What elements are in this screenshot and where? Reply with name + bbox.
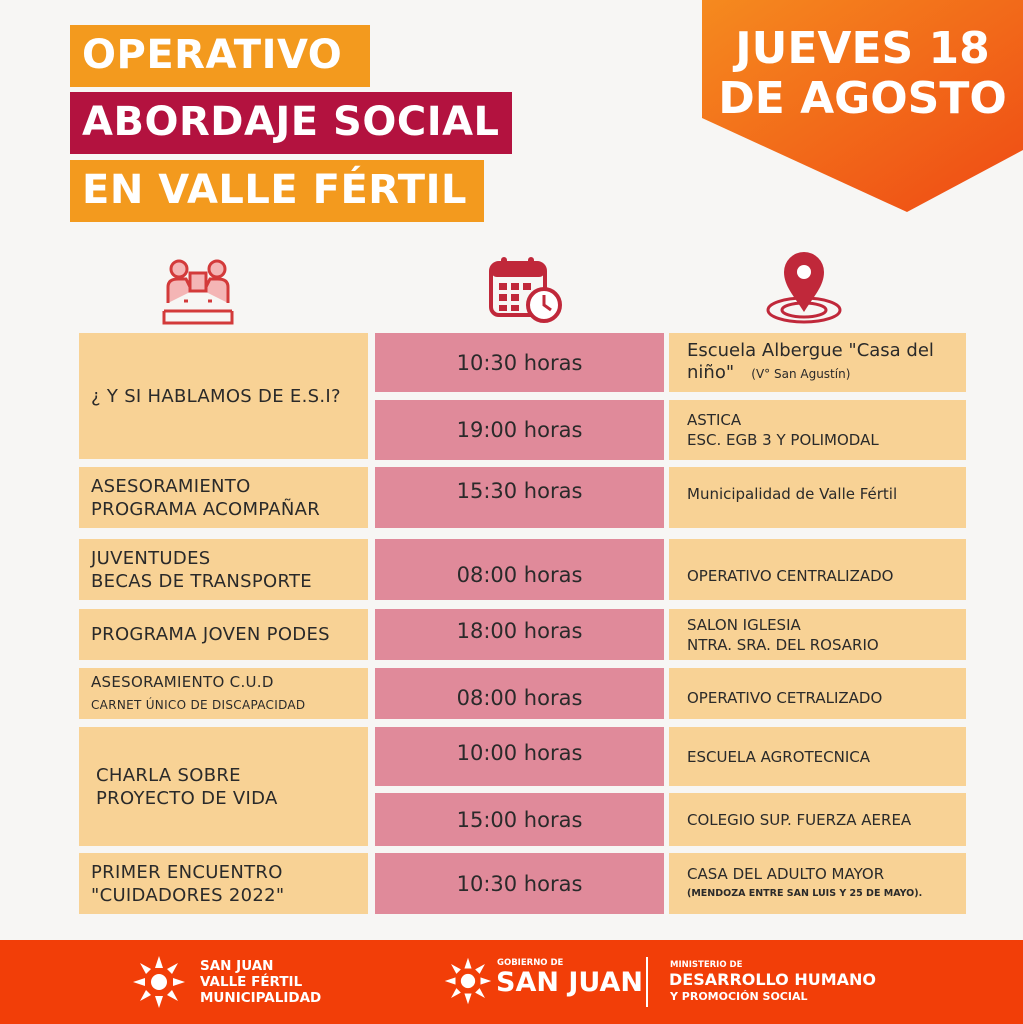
sun-logo-icon — [131, 954, 187, 1010]
title-line-1: OPERATIVO — [70, 25, 370, 87]
time-label: 15:00 horas — [456, 807, 583, 832]
time-label: 08:00 horas — [456, 685, 583, 710]
time-cell — [375, 539, 664, 600]
location-line: Municipalidad de Valle Fértil — [687, 485, 898, 503]
location-line: NTRA. SRA. DEL ROSARIO — [687, 635, 879, 654]
activity-label: PROGRAMA JOVEN PODES — [91, 624, 330, 645]
time-cell — [375, 668, 664, 719]
location-note: (V° San Agustín) — [751, 367, 851, 381]
time-label: 15:30 horas — [456, 479, 583, 503]
location-line: CASA DEL ADULTO MAYOR — [687, 864, 885, 883]
location-line: Escuela Albergue "Casa del — [687, 340, 934, 361]
location-line: OPERATIVO CETRALIZADO — [687, 688, 883, 707]
footer — [0, 940, 1023, 1024]
location-cell — [669, 727, 966, 786]
activity-label: ASESORAMIENTO — [91, 475, 251, 497]
footer-gobierno-label: GOBIERNO DE — [497, 958, 564, 968]
activity-label: PROGRAMA ACOMPAÑAR — [91, 498, 321, 520]
location-cell — [669, 539, 966, 600]
calendar-clock-icon — [488, 255, 564, 329]
title-line-3: EN VALLE FÉRTIL — [70, 160, 484, 222]
location-cell — [669, 668, 966, 719]
activity-label: PROYECTO DE VIDA — [96, 787, 278, 809]
footer-text: MUNICIPALIDAD — [200, 990, 322, 1006]
location-line: COLEGIO SUP. FUERZA AEREA — [687, 810, 912, 829]
activity-label: PRIMER ENCUENTRO — [91, 861, 283, 883]
activity-label: ¿ Y SI HABLAMOS DE E.S.I? — [91, 385, 341, 407]
footer-ministerio-name: DESARROLLO HUMANO — [669, 970, 877, 989]
activity-cell — [79, 467, 368, 528]
activity-cell — [79, 539, 368, 600]
location-line: ESC. EGB 3 Y POLIMODAL — [687, 431, 879, 449]
footer-ministerio-sub: Y PROMOCIÓN SOCIAL — [670, 990, 808, 1003]
location-line: niño" — [687, 362, 735, 383]
location-line: SALON IGLESIA — [687, 615, 801, 634]
footer-text: VALLE FÉRTIL — [200, 974, 303, 990]
time-cell — [375, 793, 664, 846]
time-cell — [375, 333, 664, 392]
date-day: JUEVES 18 — [735, 23, 990, 74]
time-cell — [375, 853, 664, 914]
activity-cell — [79, 668, 368, 719]
activity-label: ASESORAMIENTO C.U.D — [91, 672, 274, 691]
location-line: OPERATIVO CENTRALIZADO — [687, 566, 894, 585]
time-label: 19:00 horas — [456, 418, 583, 442]
time-label: 08:00 horas — [456, 562, 583, 587]
location-cell — [669, 793, 966, 846]
location-note: (MENDOZA ENTRE SAN LUIS Y 25 DE MAYO). — [687, 887, 923, 899]
footer-ministerio-label: MINISTERIO DE — [670, 960, 743, 970]
activity-label: JUVENTUDES — [91, 547, 211, 569]
activity-cell — [79, 853, 368, 914]
activity-cell — [79, 727, 368, 846]
location-cell — [669, 400, 966, 460]
footer-text: SAN JUAN — [200, 958, 274, 974]
activity-cell — [79, 333, 368, 459]
activity-cell — [79, 609, 368, 660]
activity-label: "CUIDADORES 2022" — [91, 884, 285, 906]
location-cell — [669, 467, 966, 528]
time-label: 10:30 horas — [456, 871, 583, 896]
footer-gobierno-name: SAN JUAN — [496, 967, 643, 998]
time-cell — [375, 609, 664, 660]
sun-logo-icon — [443, 956, 493, 1006]
time-label: 10:00 horas — [456, 740, 583, 765]
location-cell — [669, 853, 966, 914]
footer-logo-municipalidad — [200, 958, 321, 1006]
location-pin-icon — [764, 248, 844, 330]
title-line-2: ABORDAJE SOCIAL — [70, 92, 512, 154]
people-meeting-icon — [162, 255, 234, 329]
time-label: 18:00 horas — [456, 618, 583, 643]
time-label: 10:30 horas — [456, 350, 583, 375]
time-cell — [375, 400, 664, 460]
time-cell — [375, 467, 664, 528]
location-cell — [669, 609, 966, 660]
footer-divider — [646, 957, 648, 1007]
location-cell — [669, 333, 966, 392]
activity-subtitle: CARNET ÚNICO DE DISCAPACIDAD — [91, 697, 306, 712]
activity-label: CHARLA SOBRE — [96, 764, 241, 786]
location-line: ESCUELA AGROTECNICA — [687, 747, 871, 766]
time-cell — [375, 727, 664, 786]
location-line: ASTICA — [687, 411, 742, 429]
activity-label: BECAS DE TRANSPORTE — [91, 570, 312, 592]
date-month: DE AGOSTO — [718, 73, 1007, 124]
